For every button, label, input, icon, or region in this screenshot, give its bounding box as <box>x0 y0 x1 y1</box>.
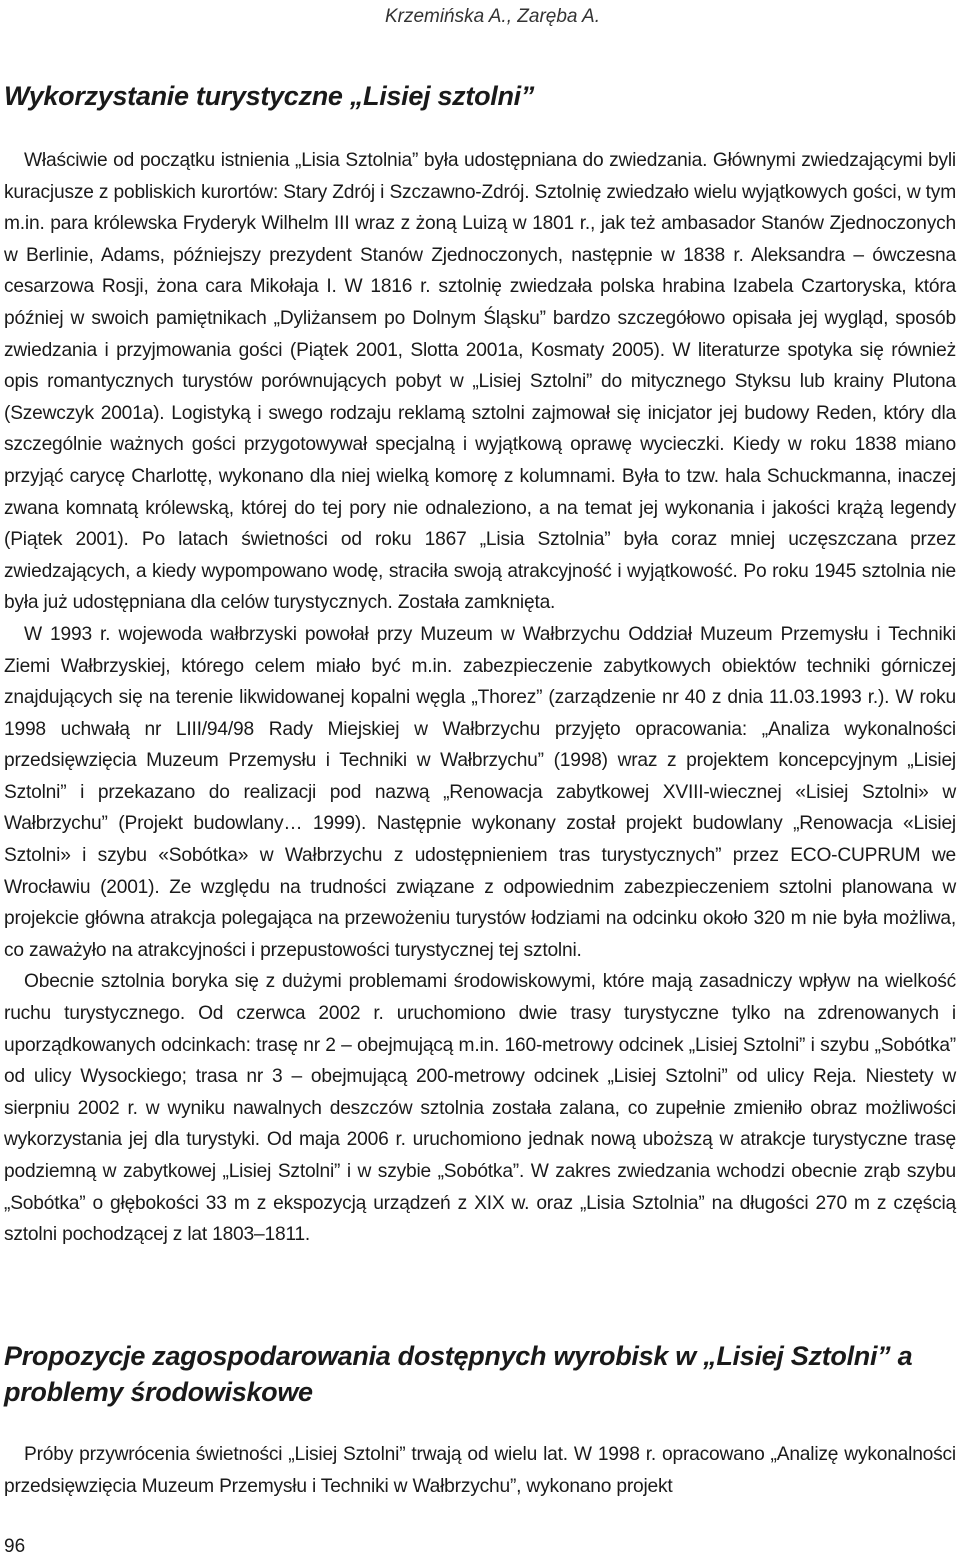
section-body-tourist-use <box>4 145 956 1251</box>
section-heading-tourist-use: Wykorzystanie turystyczne „Lisiej sztolni” <box>4 81 535 111</box>
paragraph: Właściwie od początku istnienia „Lisia Sztolnia” była udostępniana do zwiedzania. Głównymi zwiedzającymi byli kuracjusze z pobliskich kurortów: Stary Zdrój i Szczawno-Zdrój. Sztolnię zwiedzało wielu wyjątkowych gości, w tym m.in. para królewska Fryderyk Wilhelm III wraz z żoną Luizą w 1801 r., jak też ambasador Stanów Zjednoczonych w Berlinie, Adams, późniejszy prezydent Stanów Zjednoczonych, następnie w 1838 r. Aleksandra – ówczesna cesarzowa Rosji, żona cara Mikołaja I. W 1816 r. sztolnię zwiedzała polska hrabina Izabela Czartoryska, która później w swoich pamiętnikach „Dyliżansem po Dolnym Śląsku” bardzo szczegółowo opisała jej wygląd, sposób zwiedzania i przyjmowania gości (Piątek 2001, Slotta 2001a, Kosmaty 2005). W literaturze spotyka się również opis romantycznych turystów porównujących pobyt w „Lisiej Sztolni” do mitycznego Styksu lub krainy Plutona (Szewczyk 2001a). Logistyką i swego rodzaju reklamą sztolni zajmował się inicjator jej budowy Reden, który dla szczególnie ważnych gości przygotowywał specjalną i wyjątkową oprawę wycieczki. Kiedy w roku 1838 miano przyjąć carycę Charlottę, wykonano dla niej wielką komorę z kolumnami. Była to tzw. hala Schuckmanna, inaczej zwana komnatą królewską, której do tej pory nie odnaleziono, a na temat jej wykonania i jakości krążą legendy (Piątek 2001). Po latach świetności od roku 1867 „Lisia Sztolnia” była coraz mniej uczęszczana przez zwiedzających, a kiedy wypompowano wodę, straciła swoją atrakcyjność i wyjątkowość. Po roku 1945 sztolnia nie była już udostępniana dla celów turystycznych. Została zamknięta. <box>4 150 956 614</box>
paragraph: W 1993 r. wojewoda wałbrzyski powołał przy Muzeum w Wałbrzychu Oddział Muzeum Przemysłu i Techniki Ziemi Wałbrzyskiej, którego celem miało być m.in. zabezpieczenie zabytkowych obiektów techniki górniczej znajdujących się na terenie likwidowanej kopalni węgla „Thorez” (zarządzenie nr 40 z dnia 11.03.1993 r.). W roku 1998 uchwałą nr LIII/94/98 Rady Miejskiej w Wałbrzychu przyjęto opracowania: „Analiza wykonalności przedsięwzięcia Muzeum Przemysłu i Techniki w Wałbrzychu” (1998) wraz z projektem koncepcyjnym „Lisiej Sztolni” i przekazano do realizacji pod nazwą „Renowacja zabytkowej XVIII-wiecznej «Lisiej Sztolni» w Wałbrzychu” (Projekt budowlany… 1999). Następnie wykonany został projekt budowlany „Renowacja «Lisiej Sztolni» i szybu «Sobótka» w Wałbrzychu z udostępnieniem tras turystycznych” przez ECO-CUPRUM we Wrocławiu (2001). Ze względu na trudności związane z odpowiednim zabezpieczeniem sztolni planowana w projekcie główna atrakcja polegająca na przewożeniu turystów łodziami na odcinku około 320 m nie była możliwa, co zaważyło na atrakcyjności i przepustowości turystycznej tej sztolni. <box>4 623 956 961</box>
section-heading-proposals: Propozycje zagospodarowania dostępnych wyrobisk w „Lisiej Sztolni” a problemy środowiskowe <box>4 1341 913 1407</box>
section-body-proposals <box>4 1439 956 1502</box>
paragraph: Próby przywrócenia świetności „Lisiej Sztolni” trwają od wielu lat. W 1998 r. opracowano „Analizę wykonalności przedsięwzięcia Muzeum Przemysłu i Techniki w Wałbrzychu”, wykonano projekt <box>4 1444 956 1497</box>
paragraph: Obecnie sztolnia boryka się z dużymi problemami środowiskowymi, które mają zasadniczy wpływ na wielkość ruchu turystycznego. Od czerwca 2002 r. uruchomiono dwie trasy turystyczne tylko na zdrenowanych i uporządkowanych odcinkach: trasę nr 2 – obejmującą m.in. 160-metrowy odcinek „Lisiej Sztolni” i szybu „Sobótka” od ulicy Wysockiego; trasa nr 3 – obejmującą 200-metrowy odcinek „Lisiej Sztolni” od ulicy Reja. Niestety w sierpniu 2002 r. w wyniku nawalnych deszczów sztolnia została zalana, co zupełnie zmieniło obraz możliwości wykorzystania jej dla turystyki. Od maja 2006 r. uruchomiono jednak nową uboższą w atrakcje turystyczne trasę podziemną w zabytkowej „Lisiej Sztolni” i w szybie „Sobótka”. W zakres zwiedzania wchodzi obecnie zrąb szybu „Sobótka” o głębokości 33 m z ekspozycją urządzeń z XIX w. oraz „Lisia Sztolnia” na długości 270 m z częścią sztolni pochodzącej z lat 1803–1811. <box>4 971 956 1246</box>
running-head: Krzemińska A., Zaręba A. <box>384 6 600 27</box>
page-number: 96 <box>4 1536 26 1557</box>
